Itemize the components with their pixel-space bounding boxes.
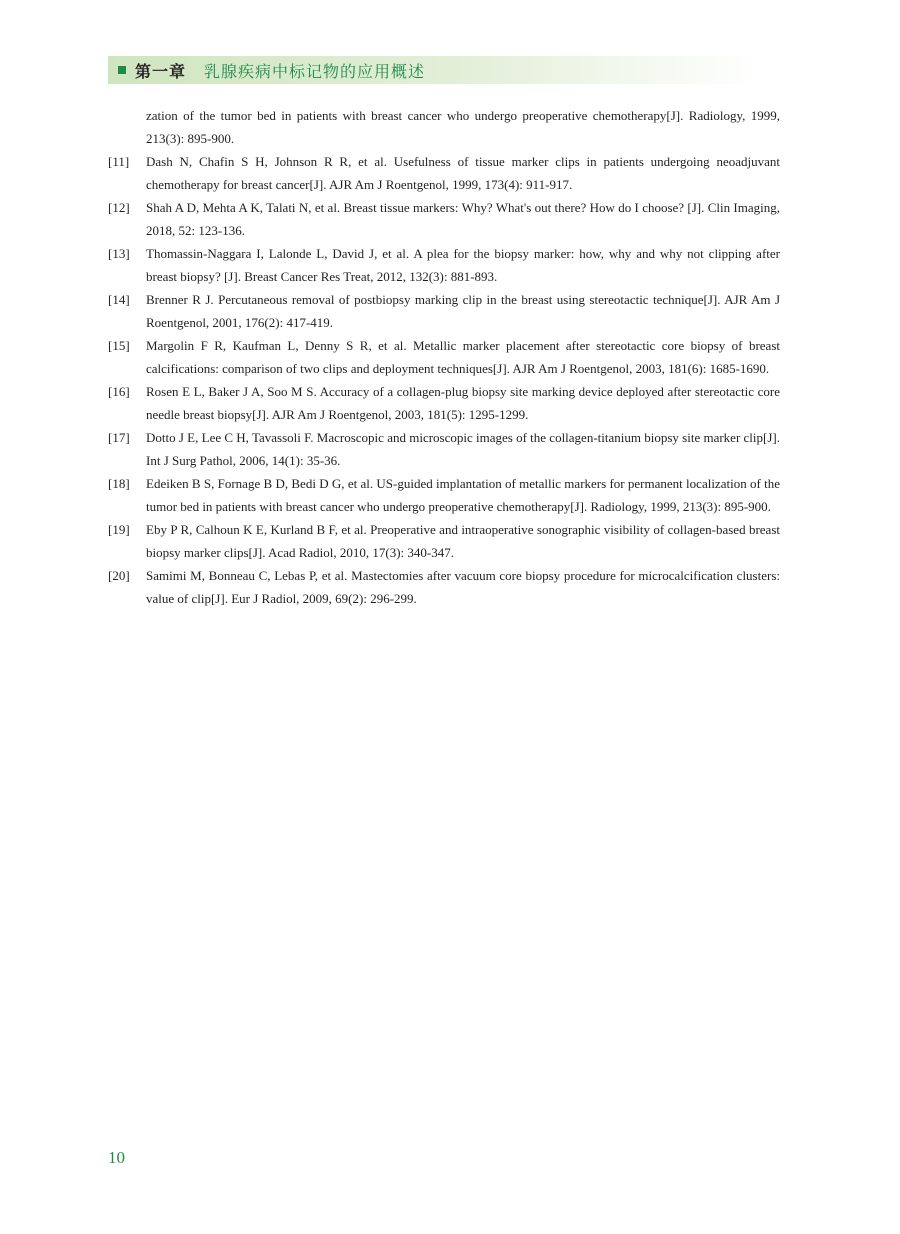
reference-item-11 (108, 150, 780, 196)
chapter-title: 乳腺疾病中标记物的应用概述 (204, 61, 426, 81)
chapter-label: 第一章 (135, 61, 187, 81)
reference-number: [16] (108, 384, 130, 399)
reference-text: Rosen E L, Baker J A, Soo M S. Accuracy of a collagen-plug biopsy site marking device deployed after stereotactic core needle breast biopsy[J]. AJR Am J Roentgenol, 2003, 181(5): 1295-1299. (146, 384, 780, 422)
square-bullet-icon (118, 66, 126, 74)
reference-text: Eby P R, Calhoun K E, Kurland B F, et al. Preoperative and intraoperative sonographic visibility of collagen-based breast biopsy marker clips[J]. Acad Radiol, 2010, 17(3): 340-347. (146, 522, 780, 560)
reference-item-14 (108, 288, 780, 334)
reference-item-20 (108, 564, 780, 610)
reference-text: Samimi M, Bonneau C, Lebas P, et al. Mastectomies after vacuum core biopsy procedure for microcalcification clusters: value of clip[J]. Eur J Radiol, 2009, 69(2): 296-299. (146, 568, 780, 606)
reference-text: Brenner R J. Percutaneous removal of postbiopsy marking clip in the breast using stereotactic technique[J]. AJR Am J Roentgenol, 2001, 176(2): 417-419. (146, 292, 780, 330)
reference-number: [11] (108, 154, 130, 169)
reference-text: Margolin F R, Kaufman L, Denny S R, et al. Metallic marker placement after stereotactic core biopsy of breast calcifications: comparison of two clips and deployment techniques[J]. AJR Am J Roentgenol, 2003, 181(6): 1685-1690. (146, 338, 780, 376)
chapter-header-bar (108, 56, 758, 84)
reference-item-12 (108, 196, 780, 242)
reference-text: Shah A D, Mehta A K, Talati N, et al. Breast tissue markers: Why? What's out there? How do I choose? [J]. Clin Imaging, 2018, 52: 123-136. (146, 200, 780, 238)
reference-item-15 (108, 334, 780, 380)
reference-number: [19] (108, 522, 130, 537)
reference-item-17 (108, 426, 780, 472)
reference-item-13 (108, 242, 780, 288)
reference-number: [18] (108, 476, 130, 491)
reference-number: [14] (108, 292, 130, 307)
reference-item-18 (108, 472, 780, 518)
reference-item-16 (108, 380, 780, 426)
reference-list (108, 104, 780, 610)
reference-text: zation of the tumor bed in patients with breast cancer who undergo preoperative chemotherapy[J]. Radiology, 1999, 213(3): 895-900. (146, 108, 780, 146)
reference-item-continued (108, 104, 780, 150)
reference-number: [20] (108, 568, 130, 583)
page-number: 10 (108, 1148, 125, 1167)
reference-number: [17] (108, 430, 130, 445)
reference-text: Dotto J E, Lee C H, Tavassoli F. Macroscopic and microscopic images of the collagen-titanium biopsy site marker clip[J]. Int J Surg Pathol, 2006, 14(1): 35-36. (146, 430, 780, 468)
reference-number: [12] (108, 200, 130, 215)
reference-number: [15] (108, 338, 130, 353)
reference-text: Dash N, Chafin S H, Johnson R R, et al. Usefulness of tissue marker clips in patients undergoing neoadjuvant chemotherapy for breast cancer[J]. AJR Am J Roentgenol, 1999, 173(4): 911-917. (146, 154, 780, 192)
reference-text: Thomassin-Naggara I, Lalonde L, David J, et al. A plea for the biopsy marker: how, why and why not clipping after breast biopsy? [J]. Breast Cancer Res Treat, 2012, 132(3): 881-893. (146, 246, 780, 284)
reference-number: [13] (108, 246, 130, 261)
reference-item-19 (108, 518, 780, 564)
reference-text: Edeiken B S, Fornage B D, Bedi D G, et al. US-guided implantation of metallic markers for permanent localization of the tumor bed in patients with breast cancer who undergo preoperative chemotherapy[J]. Radiology, 1999, 213(3): 895-900. (146, 476, 780, 514)
